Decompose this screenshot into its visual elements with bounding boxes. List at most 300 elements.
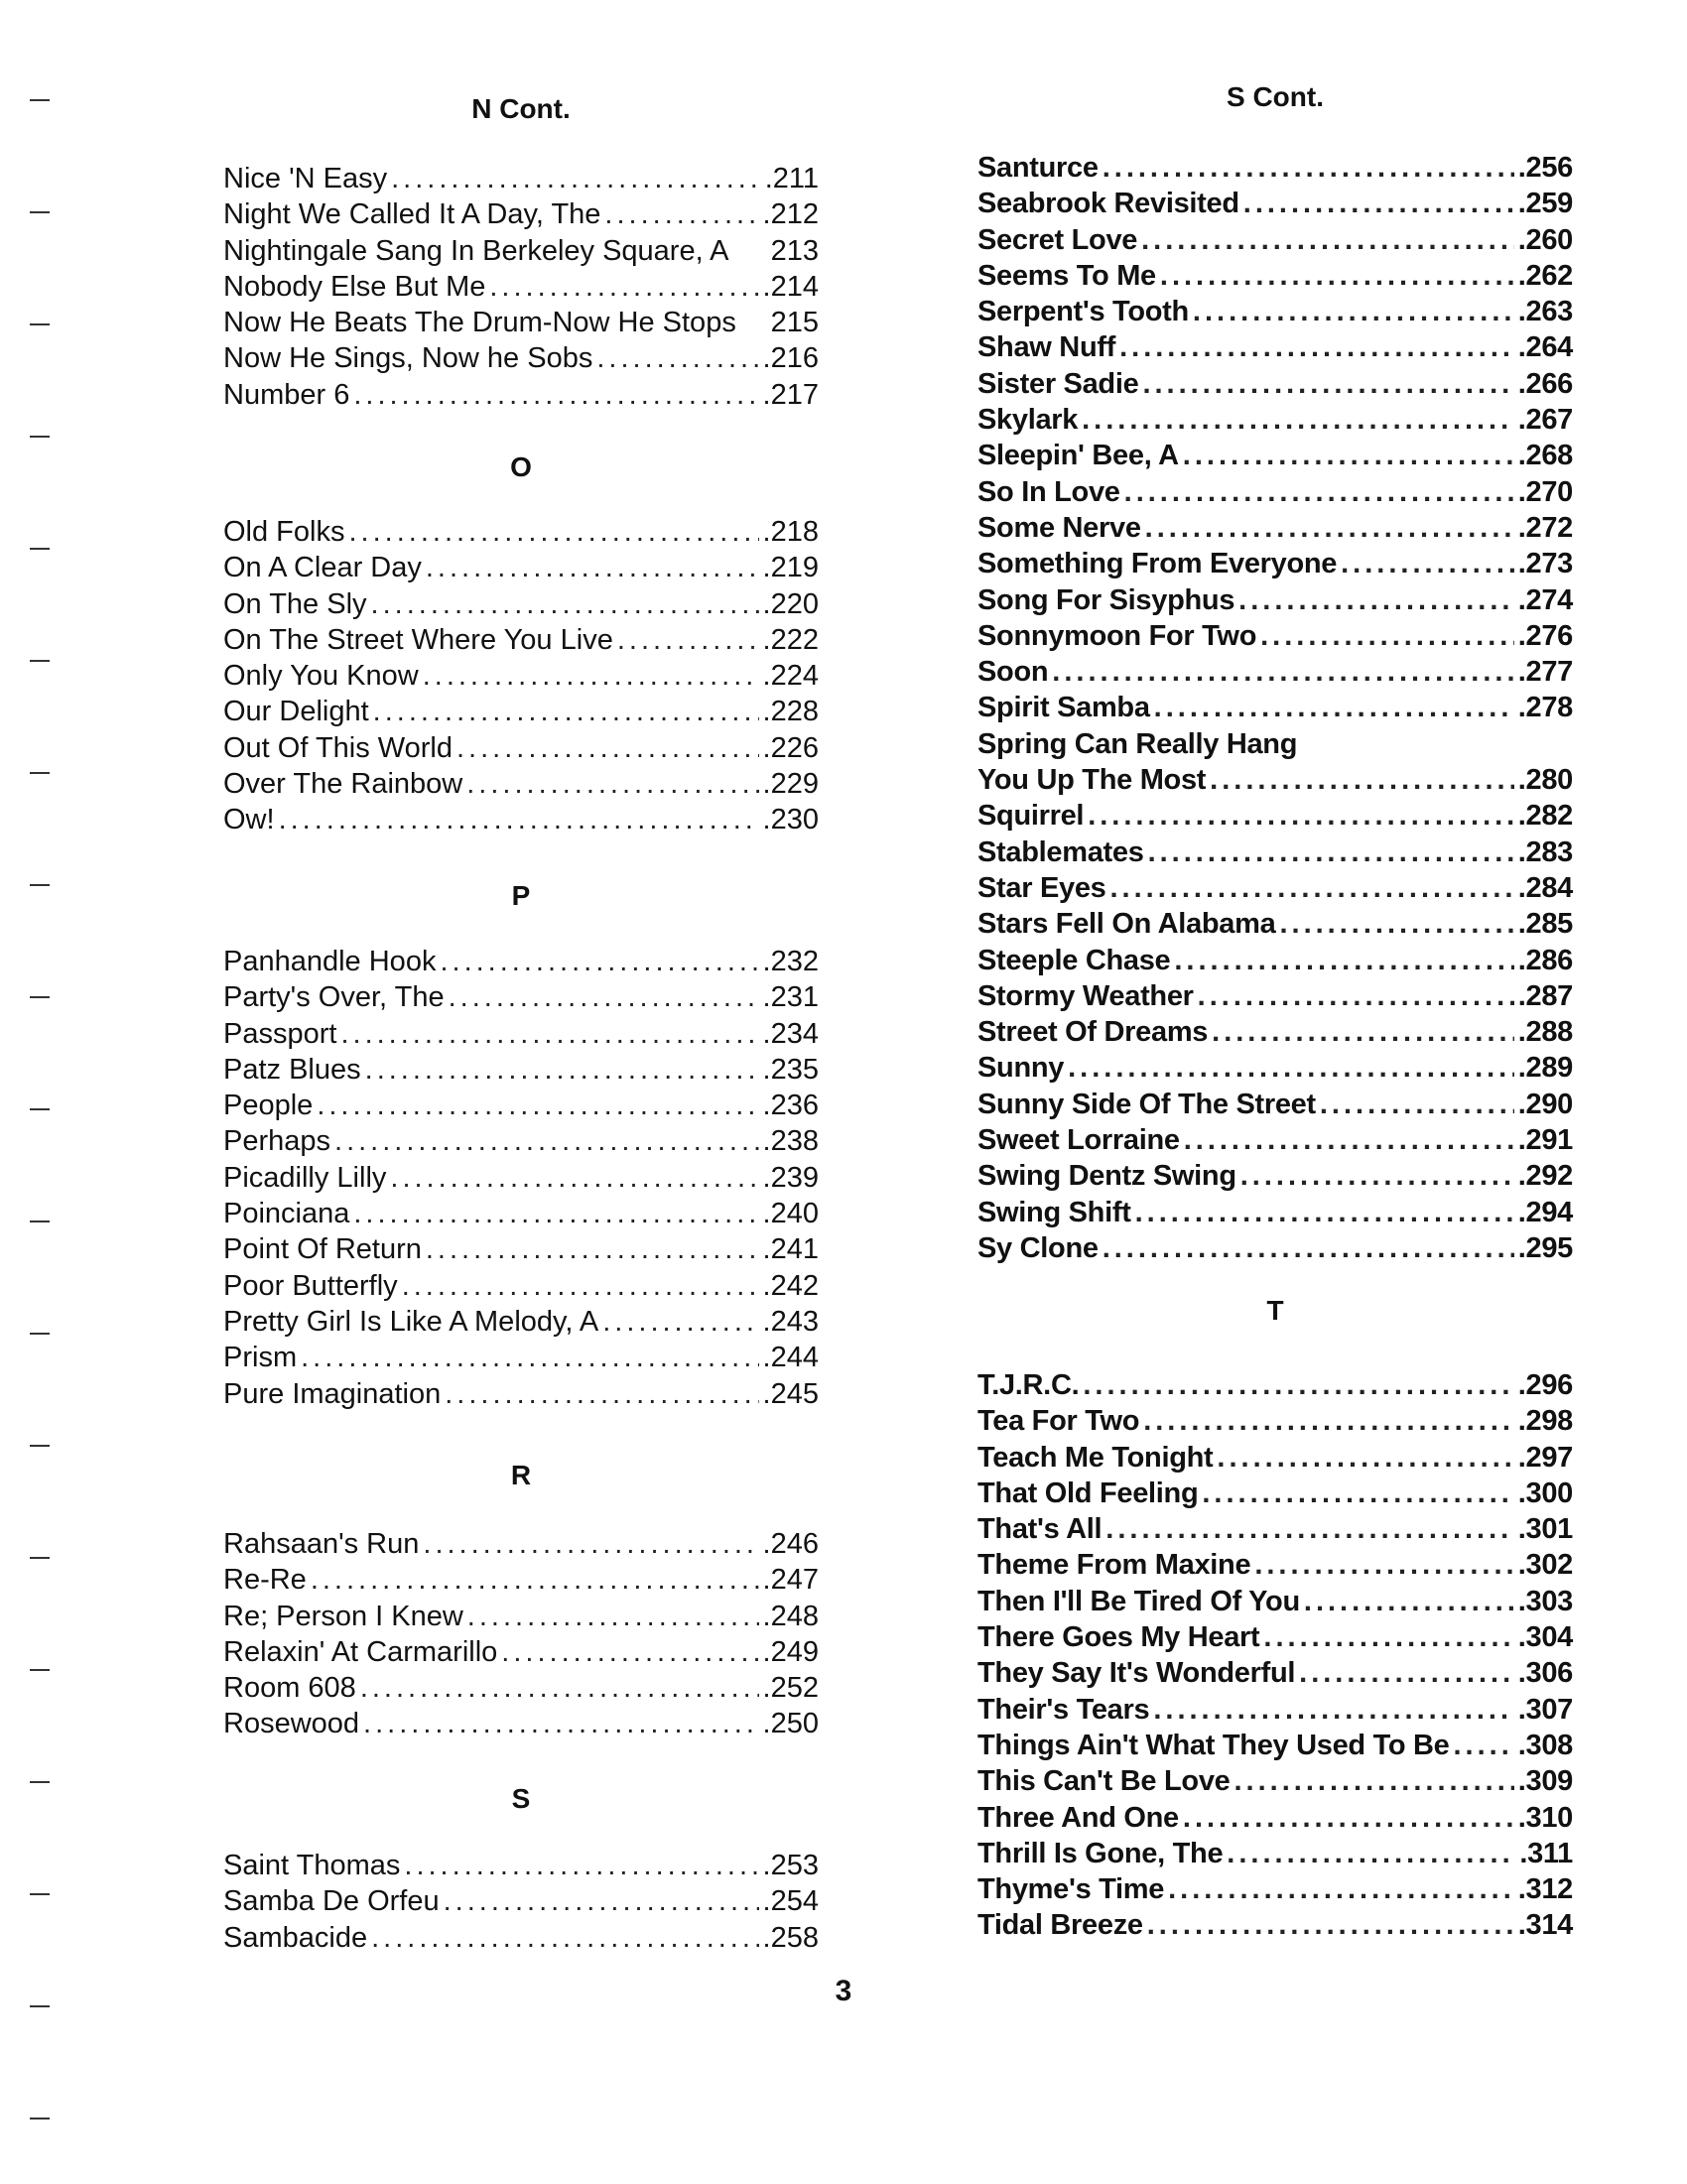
leader-dots	[1153, 1692, 1513, 1728]
index-entry	[223, 586, 819, 622]
index-entry	[977, 978, 1573, 1014]
entry-page: .302	[1517, 1549, 1573, 1582]
index-entry	[977, 1367, 1573, 1403]
entry-page: .308	[1517, 1729, 1573, 1761]
entry-page: .311	[1519, 1837, 1573, 1869]
index-entry	[977, 582, 1573, 618]
index-entry	[223, 1268, 819, 1304]
entry-title: Our Delight	[223, 696, 369, 728]
index-entry	[977, 474, 1573, 510]
entry-title: Picadilly Lilly	[223, 1161, 387, 1194]
leader-dots	[1263, 1619, 1513, 1655]
entry-title: Pure Imagination	[223, 1377, 442, 1410]
entry-title: Rahsaan's Run	[223, 1528, 420, 1560]
entry-page: .247	[762, 1564, 819, 1597]
index-entry	[977, 1122, 1573, 1158]
entry-title: On A Clear Day	[223, 552, 422, 584]
entry-page: .307	[1517, 1693, 1573, 1726]
entry-page: .276	[1517, 619, 1573, 652]
leader-dots	[617, 622, 759, 658]
section-heading: T	[1266, 1295, 1284, 1326]
entry-title: People	[223, 1090, 314, 1122]
entry-title: Sonnymoon For Two	[977, 619, 1257, 652]
leader-dots	[1254, 1547, 1513, 1583]
entry-title: Street Of Dreams	[977, 1016, 1209, 1049]
margin-tick	[30, 1445, 50, 1447]
entry-page: .309	[1517, 1765, 1573, 1798]
entry-title: Room 608	[223, 1672, 356, 1705]
index-entry	[977, 1230, 1573, 1266]
entry-page: .283	[1517, 835, 1573, 868]
index-entry	[977, 1584, 1573, 1619]
entry-title: Nice 'N Easy	[223, 163, 388, 194]
index-entry	[223, 269, 819, 305]
entry-page: .277	[1517, 656, 1573, 689]
entry-title: Spirit Samba	[977, 692, 1150, 724]
entry-page: .219	[762, 552, 819, 584]
index-entry	[977, 546, 1573, 581]
entry-page: .303	[1517, 1585, 1573, 1617]
entry-title: Sunny Side Of The Street	[977, 1088, 1316, 1120]
index-entry	[223, 622, 819, 658]
entry-page: .248	[762, 1600, 819, 1632]
entry-title: Stablemates	[977, 835, 1144, 868]
leader-dots	[340, 1016, 758, 1052]
entry-page: .282	[1517, 800, 1573, 833]
index-entry	[977, 906, 1573, 942]
leader-dots	[1174, 943, 1513, 978]
entry-page: .314	[1517, 1909, 1573, 1942]
entry-page: .234	[762, 1017, 819, 1050]
leader-dots	[1227, 1836, 1515, 1871]
entry-title: Poinciana	[223, 1198, 350, 1230]
leader-dots	[1183, 1800, 1514, 1836]
entry-page: .239	[762, 1161, 819, 1194]
entry-title: That Old Feeling	[977, 1477, 1199, 1509]
leader-dots	[1148, 835, 1514, 870]
leader-dots	[1082, 402, 1514, 438]
leader-dots	[1279, 906, 1513, 942]
index-entry	[977, 186, 1573, 221]
entry-page: .249	[762, 1635, 819, 1668]
index-entry	[223, 161, 819, 196]
index-entry	[223, 550, 819, 585]
section-entries	[977, 150, 1573, 1266]
entry-title: Sleepin' Bee, A	[977, 440, 1179, 472]
entry-page: .250	[762, 1708, 819, 1740]
index-entry	[223, 1304, 819, 1340]
leader-dots	[1299, 1655, 1514, 1691]
index-entry	[977, 654, 1573, 690]
entry-title: You Up The Most	[977, 764, 1207, 797]
entry-title: Soon	[977, 656, 1049, 689]
entry-title: Sweet Lorraine	[977, 1124, 1180, 1157]
leader-dots	[1260, 618, 1514, 654]
entry-title: Santurce	[977, 152, 1099, 184]
entry-title: Steeple Chase	[977, 944, 1171, 976]
entry-page: .306	[1517, 1657, 1573, 1690]
entry-title: Samba De Orfeu	[223, 1885, 440, 1918]
leader-dots	[353, 377, 758, 413]
entry-title: Old Folks	[223, 516, 345, 548]
entry-title: Re-Re	[223, 1564, 307, 1597]
entry-title: Stars Fell On Alabama	[977, 908, 1276, 941]
entry-page: .252	[762, 1672, 819, 1705]
section-heading: S Cont.	[1227, 81, 1324, 112]
entry-page: .262	[1517, 259, 1573, 292]
entry-page: .295	[1517, 1231, 1573, 1264]
index-entry	[223, 514, 819, 550]
entry-title: Sister Sadie	[977, 367, 1139, 400]
leader-dots	[445, 1376, 758, 1412]
entry-page: .268	[1517, 440, 1573, 472]
section-heading: O	[510, 451, 532, 482]
index-entry	[977, 1014, 1573, 1050]
index-entry	[223, 1123, 819, 1159]
leader-dots	[449, 979, 759, 1015]
leader-dots	[1124, 474, 1514, 510]
leader-dots	[1217, 1440, 1513, 1476]
entry-page: .244	[762, 1342, 819, 1374]
entry-page: .226	[762, 731, 819, 764]
index-entry	[223, 1562, 819, 1598]
entry-page: .290	[1517, 1088, 1573, 1120]
entry-page: .274	[1517, 583, 1573, 616]
section-entries	[223, 161, 819, 413]
index-entry	[223, 1376, 819, 1412]
leader-dots	[467, 1599, 759, 1634]
margin-tick	[30, 1108, 50, 1110]
margin-tick	[30, 1557, 50, 1559]
index-entry	[977, 258, 1573, 294]
entry-title: Teach Me Tonight	[977, 1441, 1214, 1474]
entry-title: Secret Love	[977, 223, 1138, 256]
index-entry	[977, 690, 1573, 725]
entry-page: .216	[762, 342, 819, 375]
section-heading: R	[510, 1460, 532, 1490]
leader-dots	[456, 730, 759, 766]
leader-dots	[1168, 1871, 1514, 1907]
index-entry	[223, 1052, 819, 1088]
index-entry	[223, 1670, 819, 1706]
leader-dots	[1142, 366, 1513, 402]
leader-dots	[423, 1526, 758, 1562]
entry-title: Skylark	[977, 404, 1079, 437]
entry-title: Swing Shift	[977, 1196, 1131, 1228]
index-entry	[223, 1231, 819, 1267]
index-entry	[977, 1871, 1573, 1907]
entry-title: T.J.R.C.	[977, 1369, 1080, 1401]
leader-dots	[1454, 1728, 1514, 1763]
entry-page: .256	[1517, 152, 1573, 184]
entry-title: There Goes My Heart	[977, 1621, 1260, 1654]
leader-dots	[1341, 546, 1514, 581]
section-entries	[977, 1367, 1573, 1944]
index-entry	[977, 1476, 1573, 1511]
entry-page: .260	[1517, 223, 1573, 256]
entry-page: .289	[1517, 1052, 1573, 1085]
entry-title: Tea For Two	[977, 1405, 1140, 1438]
entry-page: .298	[1517, 1405, 1573, 1438]
entry-page: .258	[762, 1921, 819, 1954]
index-entry	[977, 618, 1573, 654]
index-entry	[223, 1883, 819, 1919]
entry-page: .296	[1517, 1369, 1573, 1401]
leader-dots	[1320, 1087, 1514, 1122]
index-entry	[223, 1340, 819, 1375]
entry-title: Theme From Maxine	[977, 1549, 1251, 1582]
index-entry	[223, 1706, 819, 1741]
entry-page: .312	[1517, 1873, 1573, 1906]
section-entries	[223, 944, 819, 1412]
index-entry	[977, 510, 1573, 546]
leader-dots	[602, 1304, 758, 1340]
entry-title: This Can't Be Love	[977, 1765, 1231, 1798]
entry-page: .310	[1517, 1801, 1573, 1834]
entry-title: Rosewood	[223, 1708, 360, 1740]
index-entry	[977, 438, 1573, 473]
entry-title: Star Eyes	[977, 871, 1106, 904]
leader-dots	[353, 1196, 758, 1231]
margin-tick	[30, 772, 50, 774]
index-entry	[977, 870, 1573, 906]
entry-page: .243	[762, 1305, 819, 1338]
index-entry	[977, 294, 1573, 329]
index-entry	[977, 762, 1573, 798]
entry-title: Out Of This World	[223, 731, 453, 764]
entry-title: On The Street Where You Live	[223, 623, 613, 656]
margin-tick	[30, 1893, 50, 1895]
entry-title: Passport	[223, 1017, 337, 1050]
entry-page: .266	[1517, 367, 1573, 400]
leader-dots	[301, 1340, 758, 1375]
entry-page: .270	[1517, 475, 1573, 508]
entry-title: Poor Butterfly	[223, 1269, 398, 1302]
section-heading: S	[511, 1783, 531, 1814]
leader-dots	[402, 1268, 759, 1304]
entry-title: Re; Person I Knew	[223, 1600, 463, 1632]
leader-dots	[1105, 1511, 1513, 1547]
entry-page: .212	[762, 198, 819, 231]
entry-title: Thrill Is Gone, The	[977, 1837, 1224, 1869]
index-entry	[977, 1692, 1573, 1728]
leader-dots	[1119, 329, 1514, 365]
index-entry	[223, 233, 819, 269]
entry-title: Nightingale Sang In Berkeley Square, A	[223, 234, 729, 267]
leader-dots	[1212, 1014, 1514, 1050]
leader-dots	[1184, 1122, 1514, 1158]
margin-tick	[30, 211, 50, 213]
entry-page: .294	[1517, 1196, 1573, 1228]
index-entry	[977, 222, 1573, 258]
leader-dots	[1052, 654, 1513, 690]
margin-tick	[30, 1333, 50, 1335]
entry-title: Nobody Else But Me	[223, 270, 486, 303]
entry-page: .217	[762, 378, 819, 411]
leader-dots	[1068, 1050, 1514, 1086]
leader-dots	[604, 196, 758, 232]
index-entry	[223, 802, 819, 837]
entry-page: .278	[1517, 692, 1573, 724]
leader-dots	[501, 1634, 758, 1670]
leader-dots	[1243, 186, 1514, 221]
leader-dots	[1160, 258, 1514, 294]
entry-title: Serpent's Tooth	[977, 296, 1189, 328]
leader-dots	[1238, 582, 1514, 618]
index-entry	[977, 366, 1573, 402]
index-entry	[977, 1087, 1573, 1122]
leader-dots	[444, 1883, 759, 1919]
entry-title: Song For Sisyphus	[977, 583, 1235, 616]
index-entry	[977, 1763, 1573, 1799]
index-entry	[223, 1196, 819, 1231]
entry-page: .220	[762, 587, 819, 620]
leader-dots	[360, 1670, 759, 1706]
leader-dots	[1233, 1763, 1513, 1799]
entry-page: .288	[1517, 1016, 1573, 1049]
entry-title: Party's Over, The	[223, 981, 445, 1014]
entry-page: .284	[1517, 871, 1573, 904]
entry-page: .245	[762, 1377, 819, 1410]
entry-title: Only You Know	[223, 660, 419, 693]
index-entry	[977, 835, 1573, 870]
index-entry	[977, 1403, 1573, 1439]
index-entry	[223, 196, 819, 232]
margin-tick	[30, 1220, 50, 1222]
margin-tick	[30, 436, 50, 438]
entry-page: .273	[1517, 548, 1573, 580]
leader-dots	[426, 1231, 759, 1267]
leader-dots	[348, 514, 758, 550]
leader-dots	[404, 1848, 758, 1883]
entry-title: Prism	[223, 1342, 298, 1374]
leader-dots	[390, 1160, 758, 1196]
entry-page: .222	[762, 623, 819, 656]
index-entry	[223, 1160, 819, 1196]
entry-page: .231	[762, 981, 819, 1014]
index-entry	[977, 1836, 1573, 1871]
leader-dots	[466, 766, 758, 802]
entry-page: .238	[762, 1125, 819, 1158]
index-entry	[977, 1511, 1573, 1547]
leader-dots	[1083, 1367, 1513, 1403]
leader-dots	[311, 1562, 759, 1598]
entry-title: Shaw Nuff	[977, 331, 1116, 364]
entry-page: .224	[762, 660, 819, 693]
entry-title: Seabrook Revisited	[977, 188, 1239, 220]
leader-dots	[1103, 1230, 1514, 1266]
index-entry	[977, 1907, 1573, 1943]
entry-page: .232	[762, 946, 819, 977]
leader-dots	[423, 658, 759, 694]
entry-page: 215	[770, 307, 819, 339]
entry-title: Sunny	[977, 1052, 1065, 1085]
index-entry	[223, 766, 819, 802]
entry-title: So In Love	[977, 475, 1120, 508]
entry-title: Panhandle Hook	[223, 946, 437, 977]
entry-page: .254	[762, 1885, 819, 1918]
margin-tick	[30, 548, 50, 550]
entry-title: Sy Clone	[977, 1231, 1099, 1264]
leader-dots	[1103, 150, 1514, 186]
leader-dots	[1154, 690, 1514, 725]
entry-page: .228	[762, 696, 819, 728]
entry-title: Swing Dentz Swing	[977, 1160, 1236, 1193]
index-entry	[223, 944, 819, 979]
entry-title: Pretty Girl Is Like A Melody, A	[223, 1305, 599, 1338]
entry-title: Night We Called It A Day, The	[223, 198, 601, 231]
margin-tick	[30, 1669, 50, 1671]
index-entry	[977, 1800, 1573, 1836]
index-entry	[977, 1050, 1573, 1086]
leader-dots	[1088, 798, 1514, 834]
index-entry	[977, 943, 1573, 978]
entry-page: .263	[1517, 296, 1573, 328]
entry-title: Their's Tears	[977, 1693, 1150, 1726]
entry-page: .229	[762, 768, 819, 801]
entry-page: .240	[762, 1198, 819, 1230]
index-entry	[977, 1619, 1573, 1655]
leader-dots	[391, 161, 761, 196]
entry-page: .241	[762, 1233, 819, 1266]
entry-page: .211	[764, 163, 819, 194]
index-entry	[223, 979, 819, 1015]
entry-title: Saint Thomas	[223, 1850, 401, 1881]
section-heading: N Cont.	[471, 93, 571, 124]
index-entry	[977, 402, 1573, 438]
entry-title: Three And One	[977, 1801, 1179, 1834]
leader-dots	[1198, 978, 1514, 1014]
index-entry	[223, 730, 819, 766]
leader-dots	[1240, 1158, 1514, 1194]
leader-dots	[426, 550, 759, 585]
entry-title: Relaxin' At Carmarillo	[223, 1635, 498, 1668]
leader-dots	[334, 1123, 759, 1159]
index-entry	[223, 1634, 819, 1670]
margin-tick	[30, 99, 50, 101]
entry-page: .230	[762, 804, 819, 836]
index-entry	[977, 1655, 1573, 1691]
index-entry	[977, 1158, 1573, 1194]
entry-title: Things Ain't What They Used To Be	[977, 1729, 1450, 1761]
index-entry	[977, 726, 1573, 762]
entry-page: 213	[770, 234, 819, 267]
leader-dots	[371, 1920, 758, 1956]
entry-title: Thyme's Time	[977, 1873, 1165, 1906]
leader-dots	[1143, 1403, 1514, 1439]
page-number: 3	[835, 1975, 852, 2007]
entry-page: .267	[1517, 404, 1573, 437]
leader-dots	[373, 694, 759, 729]
index-entry	[977, 1195, 1573, 1230]
entry-page: .291	[1517, 1124, 1573, 1157]
section-entries	[223, 1526, 819, 1742]
entry-title: Tidal Breeze	[977, 1909, 1143, 1942]
leader-dots	[317, 1088, 758, 1123]
leader-dots	[1210, 762, 1514, 798]
margin-tick	[30, 2118, 50, 2120]
leader-dots	[1135, 1195, 1514, 1230]
leader-dots	[363, 1706, 759, 1741]
entry-page: .304	[1517, 1621, 1573, 1654]
entry-title: Now He Sings, Now he Sobs	[223, 342, 593, 375]
leader-dots	[489, 269, 758, 305]
entry-page: .286	[1517, 944, 1573, 976]
index-entry	[223, 1848, 819, 1883]
index-entry	[223, 1016, 819, 1052]
leader-dots	[279, 802, 759, 837]
entry-page: .253	[762, 1850, 819, 1881]
